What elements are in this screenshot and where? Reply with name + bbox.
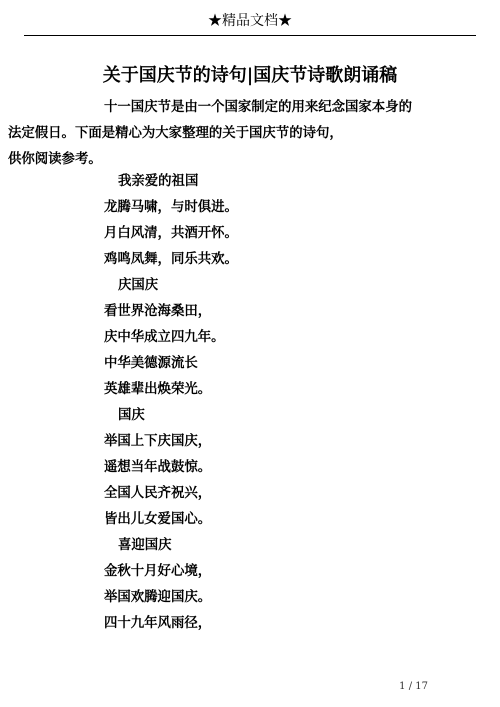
poem-title: 国庆 xyxy=(118,407,145,423)
page-number: 1 / 17 xyxy=(399,681,428,692)
intro-line: 供你阅读参考。 xyxy=(8,151,102,167)
poem-line: 看世界沧海桑田， xyxy=(104,303,212,319)
intro-paragraph xyxy=(8,94,416,172)
poem-line: 金秋十月好心境， xyxy=(104,563,212,579)
intro-line: 法定假日。下面是精心为大家整理的关于国庆节的诗句， xyxy=(8,125,343,141)
poem-line: 全国人民齐祝兴， xyxy=(104,485,212,501)
poem-line: 中华美德源流长 xyxy=(104,355,198,371)
poem-line: 皆出儿女爱国心。 xyxy=(104,511,212,527)
header-divider xyxy=(24,35,476,36)
intro-line: 十一国庆节是由一个国家制定的用来纪念国家本身的 xyxy=(104,99,412,115)
poem-line: 庆中华成立四九年。 xyxy=(104,329,225,345)
document-title: 关于国庆节的诗句|国庆节诗歌朗诵稿 xyxy=(102,65,398,86)
poem-line: 龙腾马啸，与时俱进。 xyxy=(104,199,238,215)
poem-title: 喜迎国庆 xyxy=(118,537,172,553)
poem-line: 英雄辈出焕荣光。 xyxy=(104,381,212,397)
poem-line: 遥想当年战鼓惊。 xyxy=(104,459,212,475)
poem-title: 我亲爱的祖国 xyxy=(118,173,199,189)
poem-title: 庆国庆 xyxy=(118,277,159,293)
poem-line: 四十九年风雨径， xyxy=(104,615,212,631)
document-header: ★精品文档★ xyxy=(208,13,292,29)
poem-line: 举国欢腾迎国庆。 xyxy=(104,589,212,605)
poem-line: 鸡鸣凤舞，同乐共欢。 xyxy=(104,251,238,267)
poem-list xyxy=(104,168,424,636)
poem-line: 举国上下庆国庆， xyxy=(104,433,212,449)
poem-line: 月白风清，共酒开怀。 xyxy=(104,225,238,241)
